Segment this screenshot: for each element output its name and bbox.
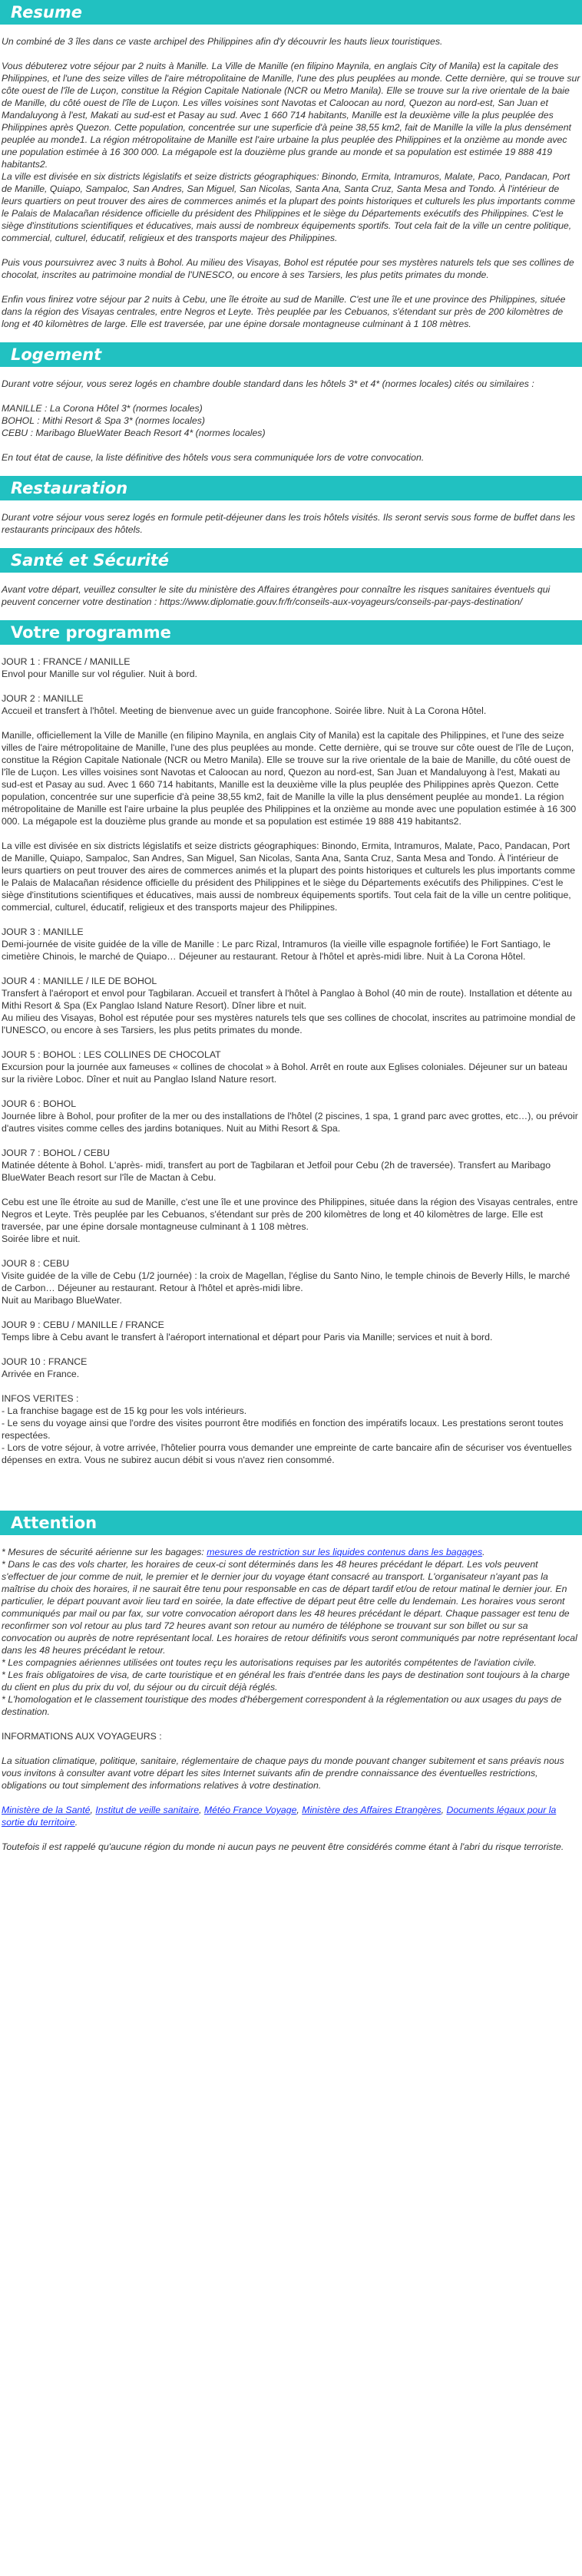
day-text: Visite guidée de la ville de Cebu (1/2 journée) : la croix de Magellan, l'église du Santo Nino, le temple chinois de Beverly Hills, le marché de Carbon… Déjeuner au restaurant. Retour à l'hôtel et après-midi libre. Nuit au Maribago BlueWater. [2, 1270, 570, 1306]
link-veille-sanitaire[interactable]: Institut de veille sanitaire [95, 1805, 200, 1815]
link-ministere-sante[interactable]: Ministère de la Santé [2, 1805, 91, 1815]
logement-section [0, 378, 582, 464]
resume-bohol-paragraph: Puis vous poursuivrez avec 3 nuits à Bohol. Au milieu des Visayas, Bohol est réputée pour ses mystères naturels tels que ses collines de chocolat, inscrites au patrimoine mondial de l'UNESCO, ou encore à ses Tarsiers, les plus petits primates du monde. [2, 257, 574, 280]
rating-notice: * L'homologation et le classement touristique des modes d'hébergement correspondent à la réglementation ou aux usages du pays de destination. [2, 1694, 562, 1717]
section-header-logement: Logement [0, 342, 582, 367]
situation-text: La situation climatique, politique, sanitaire, réglementaire de chaque pays du monde pouvant changer subitement et sans préavis nous vous invitons à consulter avant votre départ les sites Internet suivants afin de prendre connaissance des éventuelles restrictions, obligations ou tout simplement des informations relatives à votre destination. [2, 1755, 564, 1791]
link-separator: , [296, 1805, 303, 1815]
day-text: Matinée détente à Bohol. L'après- midi, transfert au port de Tagbilaran et Jetfoil pour Cebu (2h de traversée). Transfert au Maribago BlueWater Beach resort sur l'île de Mactan à Cebu. [2, 1160, 551, 1183]
day-title: JOUR 3 : MANILLE [2, 926, 84, 937]
hotel-item: CEBU : Maribago BlueWater Beach Resort 4* (normes locales) [2, 428, 266, 438]
day-title: JOUR 6 : BOHOL [2, 1098, 77, 1109]
section-header-restauration: Restauration [0, 476, 582, 500]
hotel-item: MANILLE : La Corona Hôtel 3* (normes locales) [2, 403, 203, 414]
link-documents-legaux[interactable]: Documents légaux pour la sortie du territoire [2, 1805, 557, 1828]
section-header-attention: Attention [0, 1511, 582, 1535]
restauration-text: Durant votre séjour vous serez logés en formule petit-déjeuner dans les trois hôtels visités. Ils seront servis sous forme de buffet dans les restaurants principaux des hôtels. [2, 512, 576, 535]
voyageurs-title: INFORMATIONS AUX VOYAGEURS : [2, 1731, 162, 1742]
day-title: JOUR 10 : FRANCE [2, 1356, 88, 1367]
sante-text: Avant votre départ, veuillez consulter le site du ministère des Affaires étrangères pour connaître les risques sanitaires éventuels qui peuvent concerner votre destination : https://www.diplomatie.gouv.fr/fr/conseils-aux-voyageurs/conseils-par-pays-destination/ [2, 584, 551, 607]
day-title: JOUR 7 : BOHOL / CEBU [2, 1148, 110, 1158]
sante-section [0, 583, 582, 608]
day-9 [2, 1319, 580, 1343]
day-text: Demi-journée de visite guidée de la ville de Manille : Le parc Rizal, Intramuros (la vieille ville espagnole fortifiée) le Fort Santiago, le cimetière Chinois, le marché de Quiapo… Déjeuner au restaurant. Retour à l'hôtel et après-midi libre. Nuit à La Corona Hôtel. [2, 939, 551, 962]
day-title: JOUR 2 : MANILLE [2, 693, 84, 704]
liquids-restriction-link[interactable]: mesures de restriction sur les liquides contenus dans les bagages [207, 1547, 483, 1557]
hotel-list [2, 402, 580, 439]
resume-districts-paragraph: La ville est divisée en six districts législatifs et seize districts géographiques: Binondo, Ermita, Intramuros, Malate, Paco, Pandacan, Port de Manille, Quiapo, Sampaloc, San Andres, San Miguel, San Nicolas, Santa Ana, Santa Cruz, Santa Mesa and Tondo. À l'intérieur de leurs quartiers on peut trouver des aires de commerces animés et la plupart des points historiques et culturels les plus importants comme le Palais de Malacañan résidence officielle du président des Philippines et le siège du Départements exécutifs des Philippines. C'est le siège d'institutions scientifiques et éducatives, mais aussi de nombreux équipements sportifs. Tout cela fait de la ville un centre politique, commercial, culturel, éducatif, religieux et des transports majeur des Philippines. [2, 171, 576, 243]
day-title: JOUR 1 : FRANCE / MANILLE [2, 656, 131, 667]
charter-notice: * Dans le cas des vols charter, les horaires de ceux-ci sont déterminés dans les 48 heures précédant le départ. Les vols peuvent s'effectuer de jour comme de nuit, le premier et le dernier jour du voyage étant consacré au transport. L'organisateur n'ayant pas la maîtrise du choix des horaires, il ne saurait être tenu pour responsable en cas de départ tardif et/ou de retour matinal le dernier jour. En particulier, le départ pouvant avoir lieu tard en soirée, la date effective de départ peut être celle du lendemain. Les horaires vous seront communiqués par mail ou par fax, sur votre convocation aéroport dans les 48 heures précédant le départ. Chaque passager est tenu de reconfirmer son vol retour au plus tard 72 heures avant son retour au numéro de téléphone se trouvant sur son billet ou sur sa convocation ou auprès de notre représentant local. Les horaires de retour définitifs vous seront communiqués par notre représentant local dans les 48 heures précédant le retour. [2, 1559, 577, 1656]
link-affaires-etrangeres[interactable]: Ministère des Affaires Etrangères [302, 1805, 441, 1815]
day-1 [2, 656, 580, 680]
cebu-paragraph: Cebu est une île étroite au sud de Manille, c'est une île et une province des Philippines, située dans la région des Visayas centrales, entre Negros et Leyte. Très peuplée par les Cebuanos, s'étendant sur près de 200 kilomètres de long et 40 kilomètres de large. Elle est traversée, par une épine dorsale montagneuse culminant à 1 108 mètres. Soirée libre et nuit. [2, 1197, 578, 1244]
infos-item: - Le sens du voyage ainsi que l'ordre des visites pourront être modifiés en fonction des impératifs locaux. Les prestations seront toutes respectées. [2, 1418, 564, 1441]
manille-paragraph: Manille, officiellement la Ville de Manille (en filipino Maynila, en anglais City of Manila) est la capitale des Philippines, et l'une des seize villes de l'aire métropolitaine de Manille, l'une des plus peuplées au monde. Cette dernière, qui se trouve sur côte ouest de l'île de Luçon, constitue la Région Capitale Nationale (NCR ou Metro Manila). Elle se trouve sur la rive orientale de la baie de Manille, du côté ouest de l'île de Luçon. Les villes voisines sont Navotas et Caloocan au nord, Quezon au nord-est, San Juan et Mandaluyong à l'est, Makati au sud-est et Pasay au sud. Avec 1 660 714 habitants, Manille est la deuxième ville la plus peuplée des Philippines après Quezon. Cette population, concentrée sur une superficie d'à peine 38,55 km2, fait de Manille la ville la plus densément peuplée au monde1. La région métropolitaine de Manille est l'aire urbaine la plus peuplée des Philippines et la onzième au monde avec une population estimée à 16 300 000. La mégapole est la douzième plus grande au monde et sa population est estimée 19 888 419 habitants2. [2, 730, 577, 827]
fees-notice: * Les frais obligatoires de visa, de carte touristique et en général les frais d'entrée dans les pays de destination sont toujours à la charge du client en plus du prix du vol, du séjour ou du circuit déjà réglés. [2, 1669, 570, 1693]
bagage-suffix: . [482, 1547, 485, 1557]
spacer [0, 1480, 582, 1511]
day-8 [2, 1257, 580, 1306]
day-4 [2, 975, 580, 1036]
link-separator: , [441, 1805, 447, 1815]
day-10 [2, 1356, 580, 1380]
resume-manille-paragraph: Vous débuterez votre séjour par 2 nuits à Manille. La Ville de Manille (en filipino Maynila, en anglais City of Manila) est la capitale des Philippines, et l'une des seize villes de l'aire métropolitaine de Manille, l'une des plus peuplées au monde. Cette dernière, qui se trouve sur côte ouest de l'île de Luçon, constitue la Région Capitale Nationale (NCR ou Metro Manila). Elle se trouve sur la rive orientale de la baie de Manille, du côté ouest de l'île de Luçon. Les villes voisines sont Navotas et Caloocan au nord, Quezon au nord-est, San Juan et Mandaluyong à l'est, Makati au sud-est et Pasay au sud. Avec 1 660 714 habitants, Manille est la deuxième ville la plus peuplée des Philippines après Quezon. Cette population, concentrée sur une superficie d'à peine 38,55 km2, fait de Manille la ville la plus densément peuplée au monde1. La région métropolitaine de Manille est l'aire urbaine la plus peuplée des Philippines et la onzième au monde avec une population estimée à 16 300 000. La mégapole est la douzième plus grande au monde et sa population est estimée 19 888 419 habitants2. [2, 61, 580, 170]
attention-section [0, 1546, 582, 1853]
official-links [2, 1804, 580, 1828]
day-7 [2, 1147, 580, 1184]
terrorism-notice: Toutefois il est rappelé qu'aucune région du monde ni aucun pays ne peuvent être considérés comme étant à l'abri du risque terroriste. [2, 1841, 564, 1852]
hotel-item: BOHOL : Mithi Resort & Spa 3* (normes locales) [2, 415, 205, 426]
day-title: JOUR 8 : CEBU [2, 1258, 70, 1269]
day-text: Excursion pour la journée aux fameuses « collines de chocolat » à Bohol. Arrêt en route aux Eglises coloniales. Déjeuner sur un bateau sur la rivière Loboc. Dîner et nuit au Panglao Island Nature resort. [2, 1062, 567, 1085]
bagage-prefix: * Mesures de sécurité aérienne sur les bagages: [2, 1547, 207, 1557]
section-header-sante: Santé et Sécurité [0, 548, 582, 573]
day-title: JOUR 9 : CEBU / MANILLE / FRANCE [2, 1319, 164, 1330]
airlines-notice: * Les compagnies aériennes utilisées ont toutes reçu les autorisations requises par les autorités compétentes de l'aviation civile. [2, 1657, 537, 1668]
infos-item: - Lors de votre séjour, à votre arrivée, l'hôtelier pourra vous demander une empreinte de carte bancaire afin de sécuriser vos éventuelles dépenses en extra. Vous ne subirez aucun débit si vous n'avez rien consommé. [2, 1442, 572, 1465]
day-title: JOUR 4 : MANILLE / ILE DE BOHOL [2, 976, 157, 986]
districts-paragraph: La ville est divisée en six districts législatifs et seize districts géographiques: Binondo, Ermita, Intramuros, Malate, Paco, Pandacan, Port de Manille, Quiapo, Sampaloc, San Andres, San Miguel, San Nicolas, Santa Ana, Santa Cruz, Santa Mesa and Tondo. À l'intérieur de leurs quartiers on peut trouver des aires de commerces animés et la plupart des points historiques et culturels les plus importants comme le Palais de Malacañan résidence officielle du président des Philippines et le siège du Départements exécutifs des Philippines. C'est le siège d'institutions scientifiques et éducatives, mais aussi de nombreux équipements sportifs. Tout cela fait de la ville un centre politique, commercial, culturel, éducatif, religieux et des transports majeur des Philippines. [2, 841, 576, 913]
section-header-resume: Resume [0, 0, 582, 25]
link-meteo-france[interactable]: Météo France Voyage [203, 1805, 297, 1815]
day-text: Journée libre à Bohol, pour profiter de la mer ou des installations de l'hôtel (2 piscines, 1 spa, 1 grand parc avec grottes, etc…), ou prévoir d'autres visites comme celles des jardins botaniques. Nuit au Mithi Resort & Spa. [2, 1111, 578, 1134]
restauration-section [0, 511, 582, 536]
resume-section [0, 35, 582, 330]
resume-intro: Un combiné de 3 îles dans ce vaste archipel des Philippines afin d'y découvrir les hauts lieux touristiques. [2, 36, 443, 47]
link-separator: , [199, 1805, 204, 1815]
infos-title: INFOS VERITES : [2, 1393, 79, 1404]
day-5 [2, 1049, 580, 1085]
day-3 [2, 926, 580, 963]
link-separator: , [90, 1805, 96, 1815]
logement-intro: Durant votre séjour, vous serez logés en chambre double standard dans les hôtels 3* et 4* (normes locales) cités ou similaires : [2, 378, 534, 389]
programme-section [0, 656, 582, 1466]
section-header-programme: Votre programme [0, 620, 582, 645]
bagage-notice [2, 1546, 580, 1558]
day-text: Arrivée en France. [2, 1369, 80, 1379]
infos-item: - La franchise bagage est de 15 kg pour les vols intérieurs. [2, 1405, 247, 1416]
infos-verites [2, 1392, 580, 1466]
day-text: Transfert à l'aéroport et envol pour Tagbilaran. Accueil et transfert à l'hôtel à Panglao à Bohol (40 min de route). Installation et détente au Mithi Resort & Spa (Ex Panglao Island Nature Resort). Dîner libre et nuit. Au milieu des Visayas, Bohol est réputée pour ses mystères naturels tels que ses collines de chocolat, inscrites au patrimoine mondial de l'UNESCO, ou encore à ses Tarsiers, les plus petits primates du monde. [2, 988, 576, 1035]
day-2 [2, 692, 580, 717]
day-6 [2, 1098, 580, 1134]
logement-note: En tout état de cause, la liste définitive des hôtels vous sera communiquée lors de votre convocation. [2, 452, 425, 463]
link-end: . [74, 1817, 78, 1828]
day-title: JOUR 5 : BOHOL : LES COLLINES DE CHOCOLAT [2, 1049, 221, 1060]
resume-cebu-paragraph: Enfin vous finirez votre séjour par 2 nuits à Cebu, une île étroite au sud de Manille. C'est une île et une province des Philippines, située dans la région des Visayas centrales, entre Negros et Leyte. Très peuplée par les Cebuanos, s'étendant sur près de 200 kilomètres de long et 40 kilomètres de large. Elle est traversée, par une épine dorsale montagneuse culminant à 1 108 mètres. [2, 294, 566, 329]
day-text: Temps libre à Cebu avant le transfert à l'aéroport international et départ pour Paris via Manille; services et nuit à bord. [2, 1332, 493, 1342]
day-text: Accueil et transfert à l'hôtel. Meeting de bienvenue avec un guide francophone. Soirée libre. Nuit à La Corona Hôtel. [2, 705, 487, 716]
day-text: Envol pour Manille sur vol régulier. Nuit à bord. [2, 669, 197, 679]
